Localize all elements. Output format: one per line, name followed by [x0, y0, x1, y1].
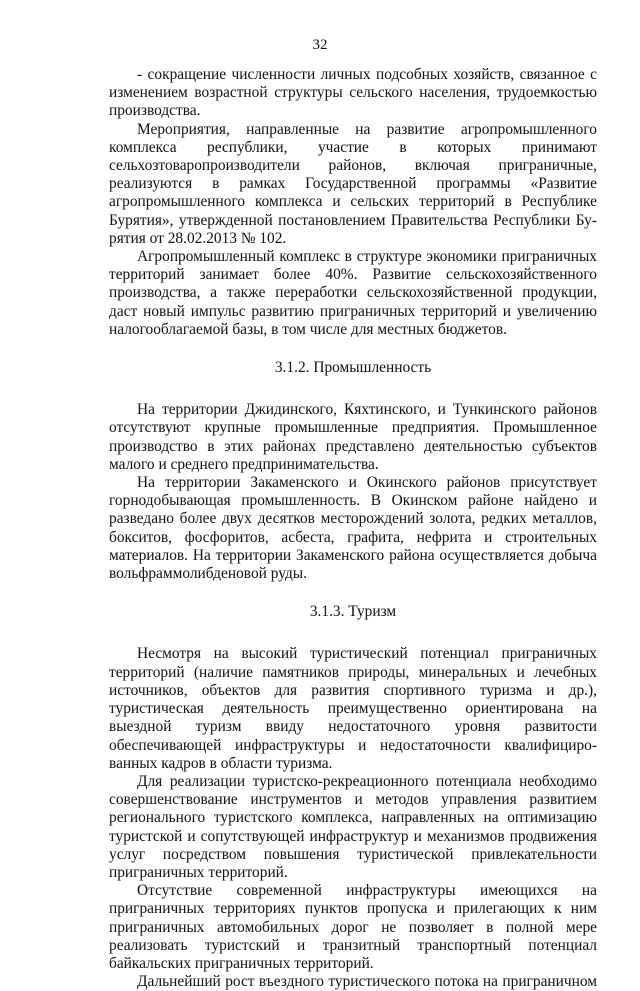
paragraph-tourism-infrastructure: Отсутствие современной инфраструктуры имеющихся на приграничных территориях пунктов пропуска и прилегающих к ним приграничных автомобильных дорог не позволяет в полной мере реализовать туристский и транзитный транспортный потенциал байкальских приграничных территорий. — [109, 882, 597, 972]
paragraph-tourism-potential: Несмотря на высокий туристический потенциал приграничных территорий (наличие памятников природы, минеральных и лечебных источников, объектов для развития спортивного туризма и др.), туристическая деятельность преимущественно ориентирована на выездной туризм ввиду недостаточного уровня развитости обеспечивающей инфраструктуры и недостаточности квалифицированных кадров в области туризма. — [109, 645, 597, 772]
document-body — [109, 66, 597, 991]
paragraph-agro-share: Агропромышленный комплекс в структуре экономики приграничных территорий занимает более 40%. Развитие сельскохозяйственного производства, а также переработки сельскохозяйственной продукции, даст новый импульс развитию приграничных территорий и увеличению налогооблагаемой базы, в том числе для местных бюджетов. — [109, 248, 597, 338]
paragraph-industry-districts: На территории Джидинского, Кяхтинского, и Тункинского районов отсутствуют крупные промышленные предприятия. Промышленное производство в этих районах представлено деятельностью субъектов малого и среднего предпринимательства. — [109, 401, 597, 473]
paragraph-household-decline: - сокращение численности личных подсобных хозяйств, связанное с изменением возрастной структуры сельского населения, трудоемкостью производства. — [109, 66, 597, 120]
paragraph-tourism-growth: Дальнейший рост въездного туристического потока на приграничном — [137, 973, 597, 991]
paragraph-agro-program: Мероприятия, направленные на развитие агропромышленного комплекса республики, участие в которых принимают сельхозтоваропроизводители районов, включая приграничные, реализуются в рамках Государственной программы «Развитие агропромышленного комплекса и сельских территорий в Республике Бурятия», утвержденной постановлением Правительства Республики Бурятия от 28.02.2013 № 102. — [109, 120, 597, 247]
page-number: 32 — [312, 37, 328, 53]
section-heading-industry: 3.1.2. Промышленность — [274, 359, 432, 377]
paragraph-tourism-management: Для реализации туристско-рекреационного потенциала необходимо совершенствование инструментов и методов управления развитием регионального туристского комплекса, направленных на оптимизацию туристской и сопутствующей инфраструктур и механизмов продвижения услуг посредством повышения туристической привлекательности приграничных территорий. — [109, 772, 597, 881]
paragraph-mining: На территории Закаменского и Окинского районов присутствует горнодобывающая промышленность. В Окинском районе найдено и разведано более двух десятков месторождений золота, редких металлов, бокситов, фосфоритов, асбеста, графита, нефрита и строительных материалов. На территории Закаменского района осуществляется добыча вольфраммолибденовой руды. — [109, 474, 597, 583]
section-heading-tourism: 3.1.3. Туризм — [309, 603, 397, 621]
